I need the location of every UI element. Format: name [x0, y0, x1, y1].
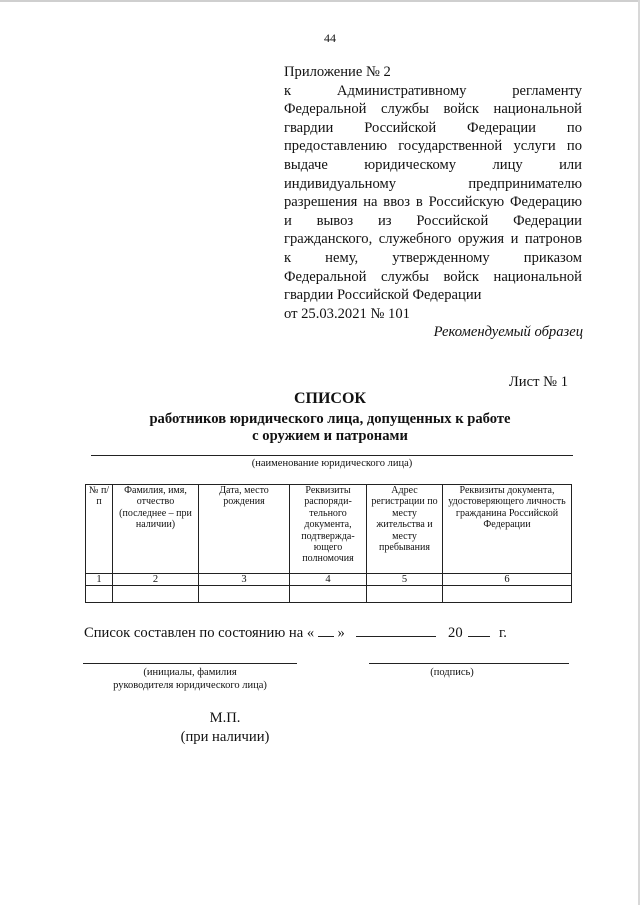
- appendix-line: от 25.03.2021 № 101: [284, 305, 410, 322]
- table-cell[interactable]: [86, 586, 113, 603]
- signature-line[interactable]: [369, 663, 569, 664]
- table-cell[interactable]: [367, 586, 443, 603]
- column-number-cell: 6: [443, 574, 572, 586]
- compiled-date-prefix: Список составлен по состоянию на «: [84, 625, 315, 641]
- column-number-cell: 2: [113, 574, 199, 586]
- column-header-number: № п/п: [86, 485, 113, 574]
- column-number-cell: 1: [86, 574, 113, 586]
- column-header-birth: Дата, место рождения: [199, 485, 290, 574]
- table-row: [86, 586, 572, 603]
- appendix-line: Федеральной службы войск национальной: [284, 268, 582, 285]
- compiled-year-suffix: г.: [498, 625, 507, 641]
- column-header-address: Адрес регистрации по месту жительства и месту пребывания: [367, 485, 443, 574]
- compiled-year-field[interactable]: [468, 623, 490, 637]
- compiled-date-line: [84, 623, 507, 642]
- employees-table: [85, 484, 572, 603]
- column-number-cell: 3: [199, 574, 290, 586]
- table-row: [86, 574, 572, 586]
- compiled-quote-close: »: [337, 625, 345, 641]
- appendix-block: [284, 63, 582, 323]
- recommended-sample-label: Рекомендуемый образец: [433, 324, 583, 340]
- appendix-line: и вывоз из Российской Федерации: [284, 212, 582, 229]
- sheet-number-label: Лист № 1: [508, 374, 568, 390]
- appendix-line: Федеральной службы войск национальной: [284, 101, 582, 118]
- table-cell[interactable]: [199, 586, 290, 603]
- table-cell[interactable]: [290, 586, 367, 603]
- appendix-line: гражданского, служебного оружия и патронов: [284, 231, 582, 248]
- appendix-line: предоставлению государственной услуги по: [284, 138, 582, 155]
- appendix-line: выдаче юридическому лицу или: [284, 156, 582, 173]
- compiled-year-prefix: 20: [448, 625, 463, 641]
- compiled-day-field[interactable]: [318, 623, 334, 637]
- appendix-line: гвардии Российской Федерации: [284, 287, 482, 304]
- appendix-line: индивидуальному предпринимателю: [284, 175, 582, 192]
- table-cell[interactable]: [443, 586, 572, 603]
- document-title: СПИСОК: [293, 390, 367, 407]
- page-edge-top: [0, 0, 640, 2]
- column-number-cell: 5: [367, 574, 443, 586]
- column-header-authority-document: Реквизиты распоряди-тельного документа, подтвержда-ющего полномочия: [290, 485, 367, 574]
- signature-caption: (подпись): [430, 667, 474, 678]
- appendix-line: к Административному регламенту: [284, 82, 582, 99]
- stamp-label: М.П.: [209, 710, 241, 726]
- organization-name-caption: (наименование юридического лица): [251, 458, 413, 469]
- stamp-note: (при наличии): [180, 729, 270, 745]
- document-subtitle-line-1: работников юридического лица, допущенных к работе: [149, 411, 511, 427]
- appendix-line: к нему, утвержденному приказом: [284, 249, 582, 266]
- column-number-cell: 4: [290, 574, 367, 586]
- initials-caption-line-2: руководителя юридического лица): [113, 680, 267, 691]
- compiled-month-field[interactable]: [356, 623, 436, 637]
- initials-signature-line[interactable]: [83, 663, 297, 664]
- appendix-line: Приложение № 2: [284, 64, 391, 80]
- page-number: 44: [324, 31, 336, 45]
- document-subtitle-line-2: с оружием и патронами: [252, 428, 408, 444]
- appendix-line: гвардии Российской Федерации по: [284, 119, 582, 136]
- initials-caption-line-1: (инициалы, фамилия: [143, 667, 237, 678]
- organization-name-line[interactable]: [91, 455, 573, 456]
- table-cell[interactable]: [113, 586, 199, 603]
- appendix-line: разрешения на ввоз в Российскую Федерацию: [284, 194, 582, 211]
- column-header-identity-document: Реквизиты документа, удостоверяющего личность гражданина Российской Федерации: [443, 485, 572, 574]
- table-header-row: [86, 485, 572, 574]
- column-header-full-name: Фамилия, имя, отчество (последнее – при наличии): [113, 485, 199, 574]
